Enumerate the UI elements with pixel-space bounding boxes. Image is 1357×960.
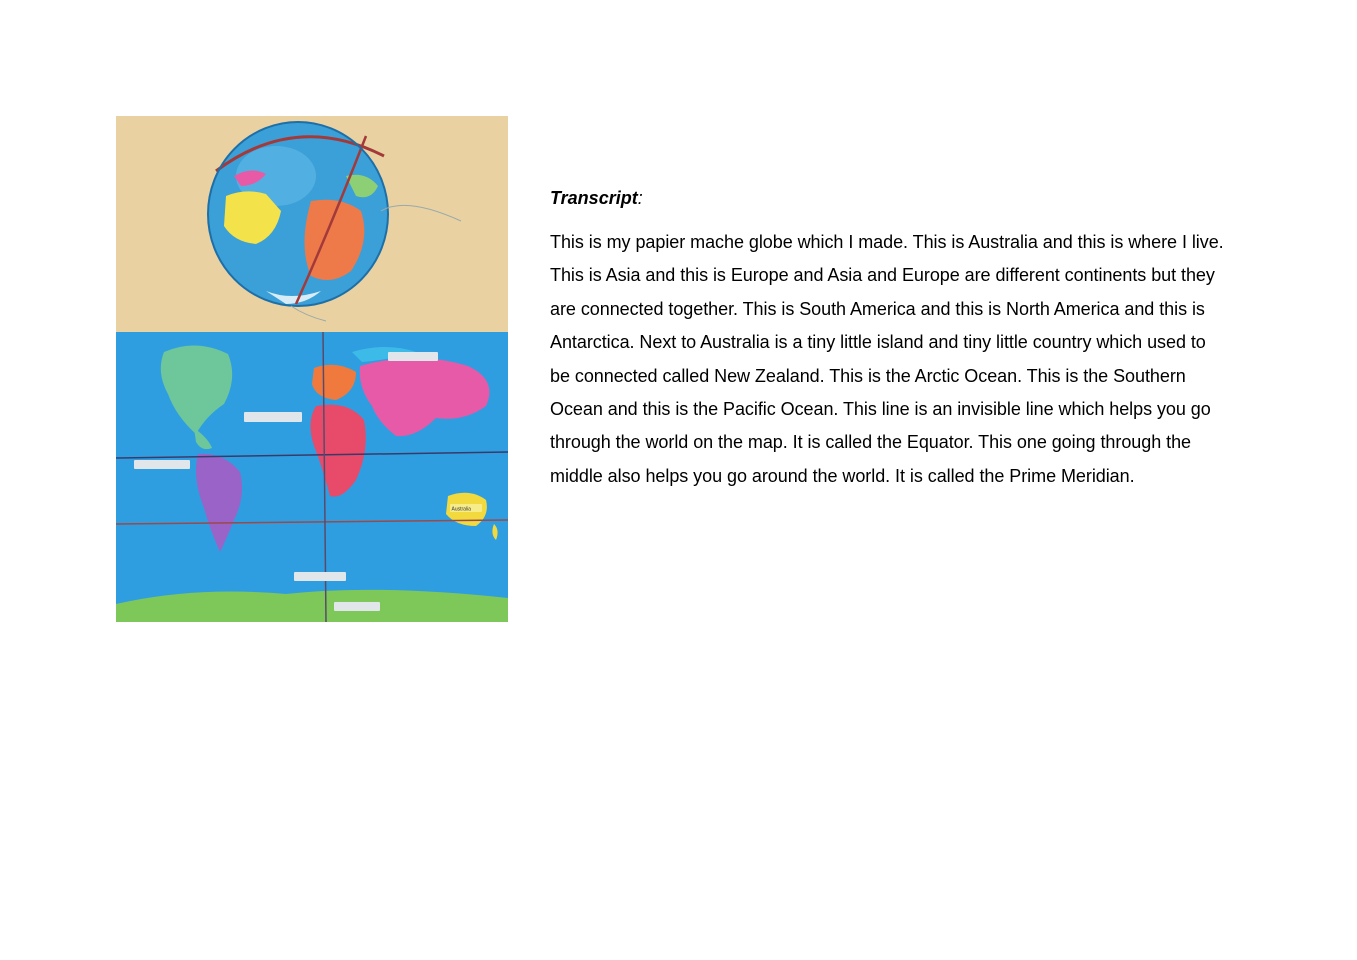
transcript-heading-colon: : (637, 188, 643, 208)
paper-world-map (116, 332, 508, 622)
map-antarctica (116, 590, 508, 622)
map-australia-label: Australia (451, 506, 471, 513)
globe-and-map-illustration (116, 116, 508, 622)
map-label-strip (134, 460, 190, 469)
map-label-strip (388, 352, 438, 361)
transcript-heading-text: Transcript (550, 188, 638, 208)
map-label-strip (294, 572, 346, 581)
globe-and-map-photo (116, 116, 508, 622)
map-label-strip (244, 412, 302, 422)
transcript-heading (550, 184, 1230, 212)
transcript-body: This is my papier mache globe which I made. This is Australia and this is where I live. This is Asia and this is Europe and Asia and Europe are different continents but they are connected together. This is South America and this is North America and this is Antarctica. Next to Australia is a tiny little island and tiny little country which used to be connected called New Zealand. This is the Arctic Ocean. This is the Southern Ocean and this is the Pacific Ocean. This line is an invisible line which helps you go through the world on the map. It is called the Equator. This one going through the middle also helps you go around the world. It is called the Prime Meridian. (550, 232, 1224, 486)
transcript-section (550, 184, 1230, 493)
map-label-strip (334, 602, 380, 611)
